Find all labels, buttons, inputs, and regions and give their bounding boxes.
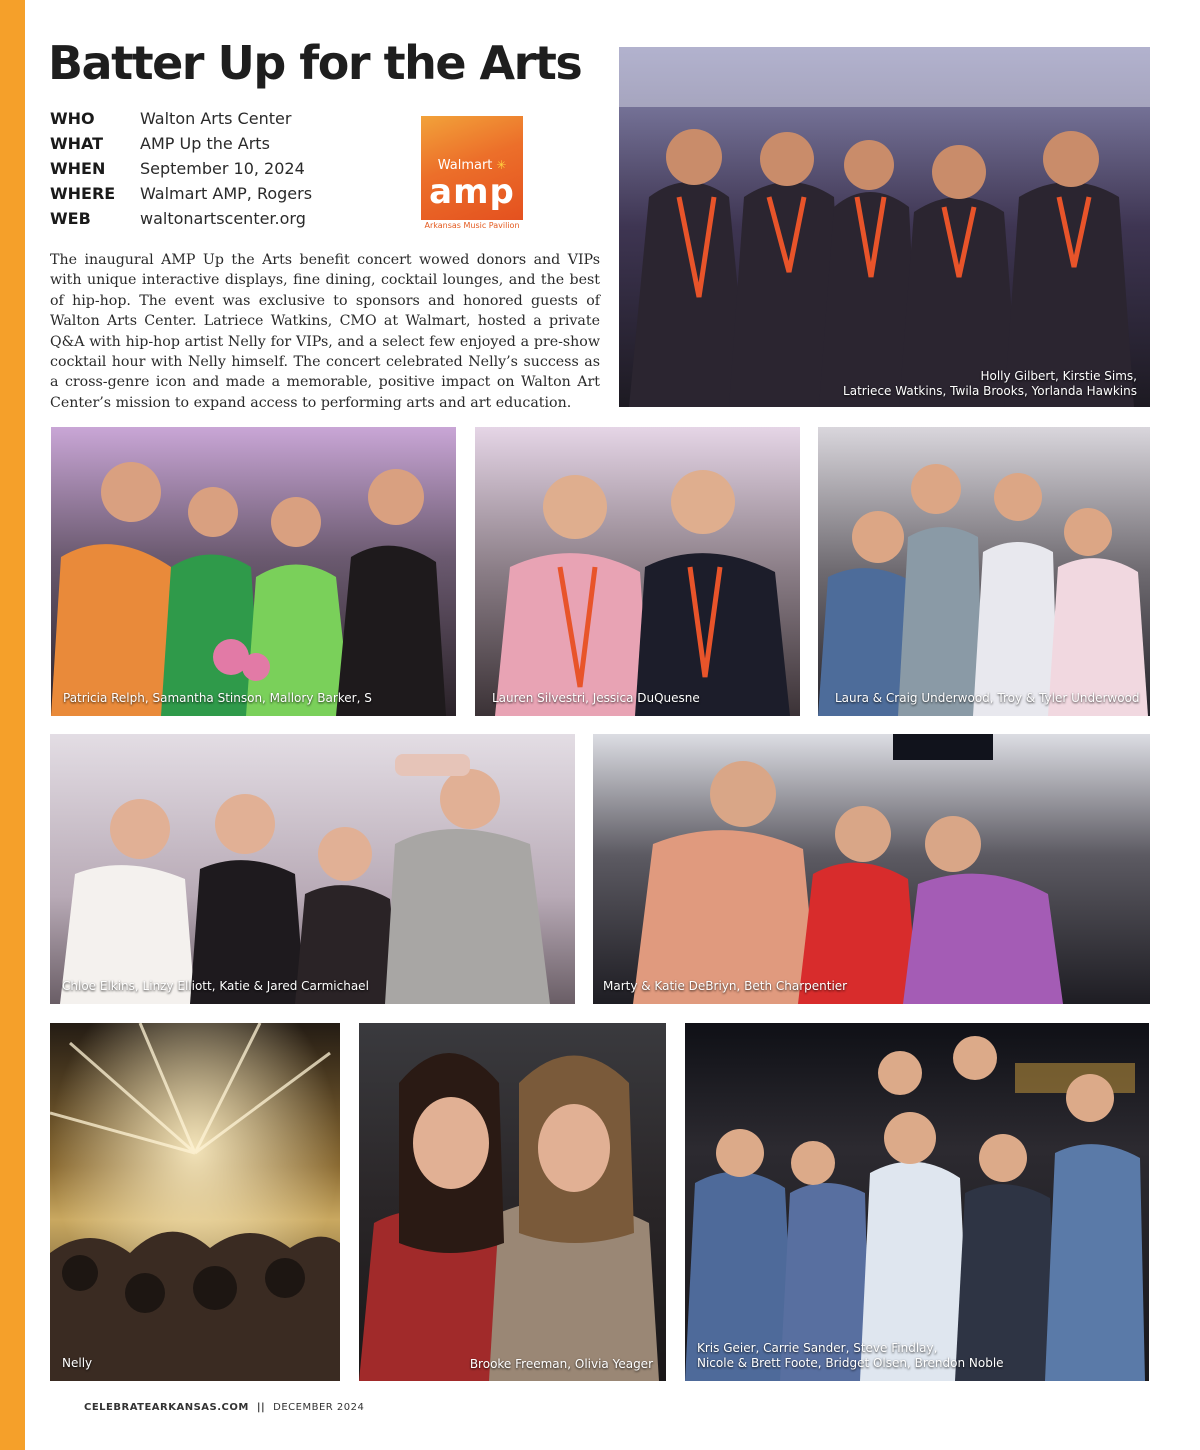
photo-patricia-relph-group (51, 427, 456, 716)
photo-caption: Laura & Craig Underwood, Troy & Tyler Underwood (835, 691, 1140, 705)
fact-what (50, 131, 312, 156)
photo-caption: Chloe Elkins, Linzy Elliott, Katie & Jared Carmichael (62, 979, 369, 993)
photo-image (50, 734, 575, 1004)
caption-line: Nicole & Brett Foote, Bridget Olsen, Brendon Noble (697, 1356, 1004, 1370)
orange-edge-bar (0, 0, 25, 1450)
fact-label: WHERE (50, 184, 116, 203)
photo-lauren-silvestri (475, 427, 800, 716)
photo-caption: Marty & Katie DeBriyn, Beth Charpentier (603, 979, 848, 993)
spark-icon: ✳ (492, 158, 507, 172)
fact-label: WHEN (50, 159, 106, 178)
photo-image (475, 427, 800, 716)
photo-underwood-family (818, 427, 1150, 716)
photo-chloe-elkins-group (50, 734, 575, 1004)
event-facts (50, 106, 312, 231)
footer-separator: || (256, 1402, 266, 1413)
photo-image (51, 427, 456, 716)
fact-when (50, 156, 312, 181)
photo-image (50, 1023, 340, 1381)
logo-wordmark: amp (429, 172, 515, 212)
photo-image (359, 1023, 666, 1381)
fact-value: AMP Up the Arts (140, 134, 270, 153)
fact-who (50, 106, 312, 131)
page-footer (84, 1402, 364, 1413)
footer-site[interactable]: CELEBRATEARKANSAS.COM (84, 1402, 249, 1413)
fact-value: Walmart AMP, Rogers (140, 184, 313, 203)
photo-kris-geier-group (685, 1023, 1149, 1381)
article-body: The inaugural AMP Up the Arts benefit concert wowed donors and VIPs with unique interactive displays, fine dining, cocktail lounges, and the best of hip-hop. The event was exclusive to sponsors and honored guests of Walton Arts Center. Latriece Watkins, CMO at Walmart, hosted a private Q&A with hip-hop artist Nelly for VIPs, and a select few enjoyed a pre-show cocktail hour with Nelly himself. The concert celebrated Nelly’s success as a cross-genre icon and made a memorable, positive impact on Walton Art Center’s mission to expand access to performing arts and art education. (50, 252, 600, 411)
fact-web (50, 206, 312, 231)
photo-caption: Patricia Relph, Samantha Stinson, Mallory Barker, S (63, 691, 372, 705)
photo-brooke-freeman (359, 1023, 666, 1381)
photo-image (685, 1023, 1149, 1381)
fact-label: WEB (50, 209, 91, 228)
photo-caption: Lauren Silvestri, Jessica DuQuesne (492, 691, 700, 705)
caption-line: Latriece Watkins, Twila Brooks, Yorlanda Hawkins (843, 384, 1137, 398)
photo-caption (697, 1341, 1004, 1371)
caption-line: Holly Gilbert, Kirstie Sims, (980, 369, 1137, 383)
logo-brand: Walmart ✳ (437, 158, 507, 173)
fact-value: September 10, 2024 (140, 159, 305, 178)
fact-label: WHAT (50, 134, 104, 153)
photo-image (818, 427, 1150, 716)
fact-value: Walton Arts Center (140, 109, 292, 128)
web-link[interactable]: waltonartscenter.org (140, 209, 306, 228)
walmart-amp-logo (421, 116, 523, 232)
photo-nelly-concert (50, 1023, 340, 1381)
footer-issue: DECEMBER 2024 (273, 1402, 365, 1413)
photo-caption (843, 369, 1137, 399)
caption-line: Kris Geier, Carrie Sander, Steve Findlay, (697, 1341, 938, 1355)
photo-caption: Brooke Freeman, Olivia Yeager (469, 1357, 653, 1371)
photo-image (619, 47, 1150, 407)
photo-image (593, 734, 1150, 1004)
logo-subtitle: Arkansas Music Pavilion (424, 221, 520, 230)
photo-debriyn-group (593, 734, 1150, 1004)
page-title: Batter Up for the Arts (48, 36, 582, 90)
fact-where (50, 181, 312, 206)
photo-holly-gilbert-group (619, 47, 1150, 407)
photo-caption: Nelly (62, 1356, 93, 1370)
fact-label: WHO (50, 109, 95, 128)
